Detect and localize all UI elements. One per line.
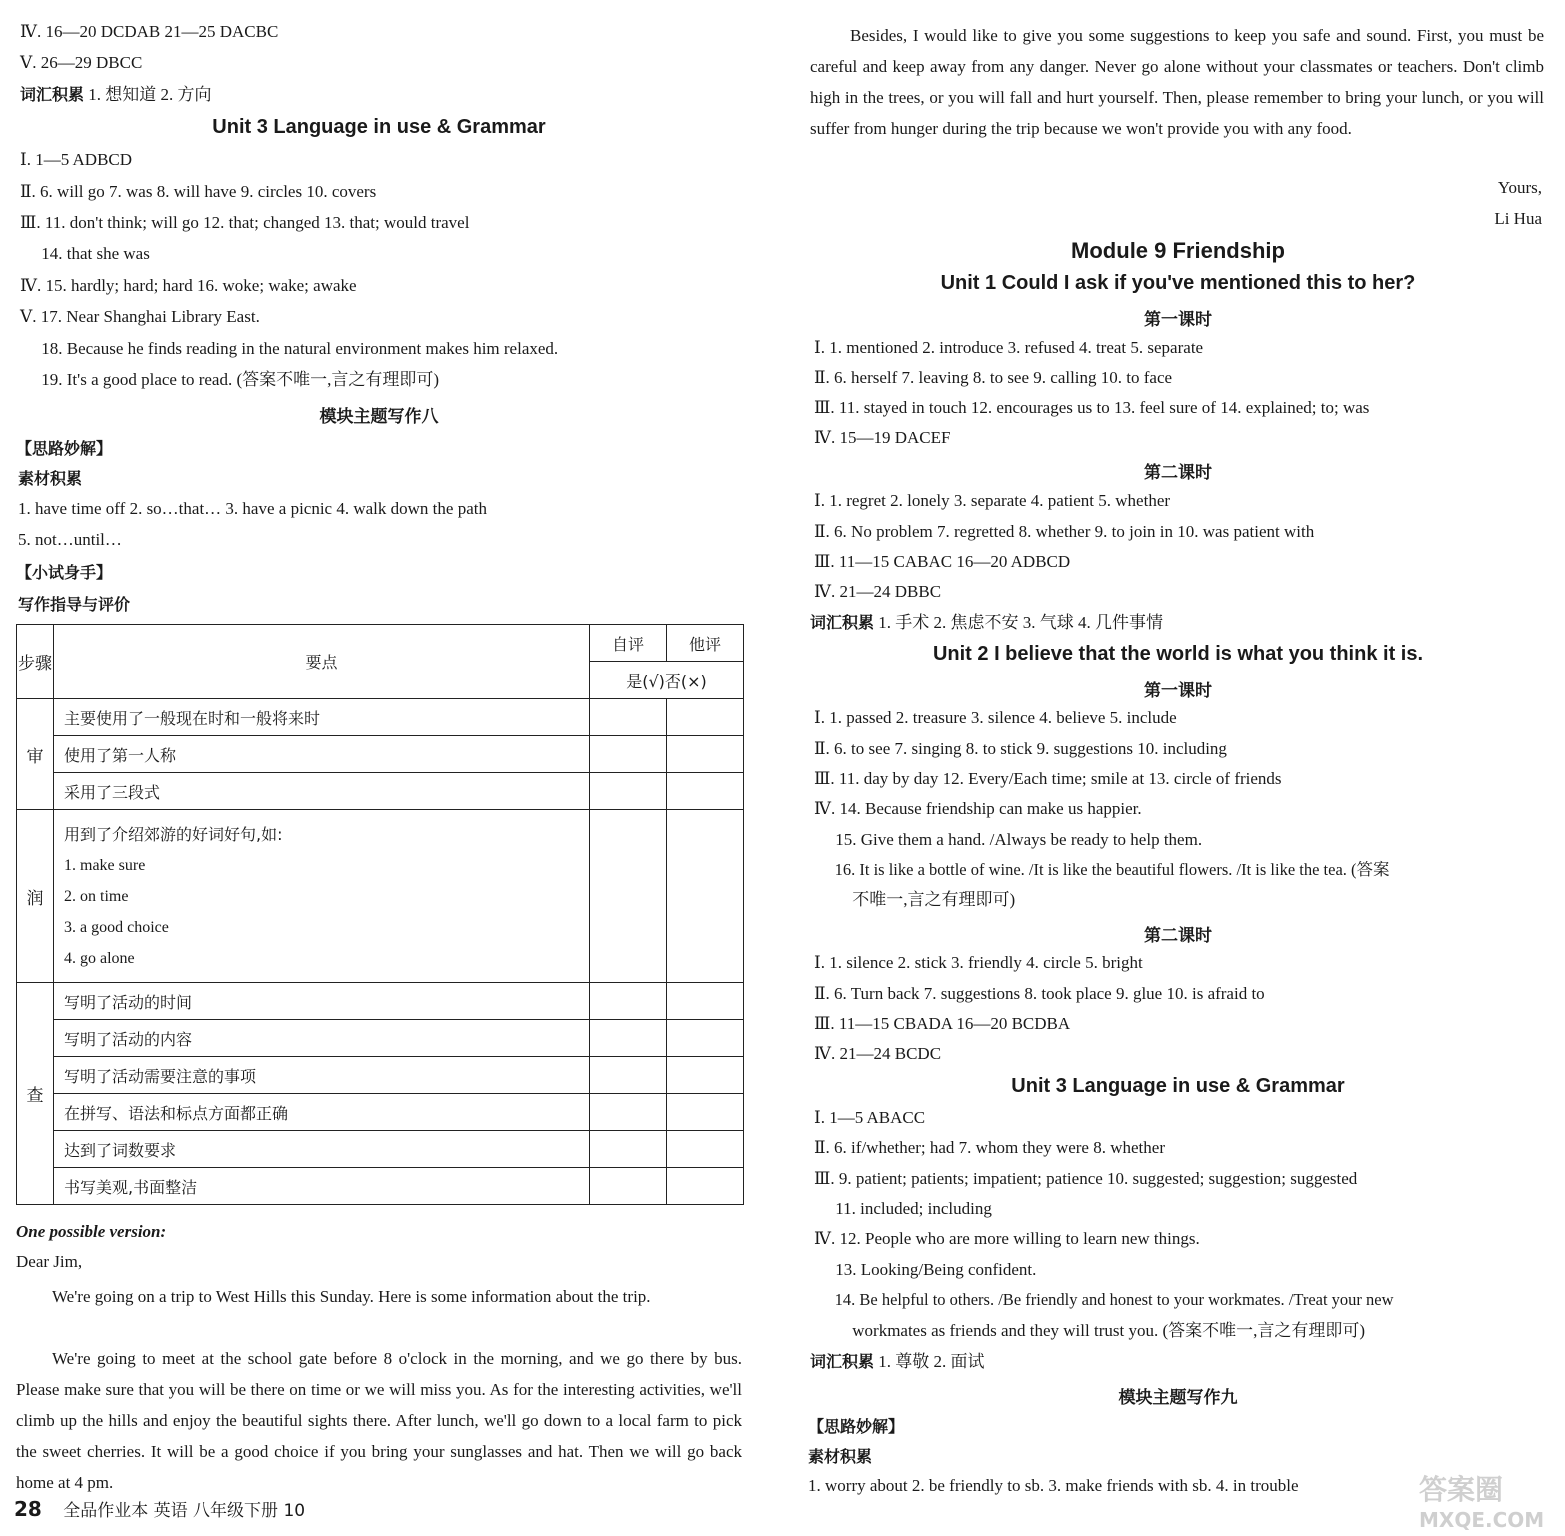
lesson-title: 第一课时 [1144, 681, 1212, 701]
lesson-title: 第二课时 [1144, 463, 1212, 483]
material-line: 5. not…until… [18, 530, 122, 549]
vocab-tag: 词汇积累 [810, 1352, 875, 1371]
table-header-row [17, 625, 744, 662]
answer-line: Ⅲ. 11. stayed in touch 12. encourages us to 13. feel sure of 14. explained; to; was [814, 398, 1370, 417]
answer-line: Ⅲ. 9. patient; patients; impatient; patience 10. suggested; suggestion; suggested [814, 1169, 1358, 1188]
point-item: 4. go alone [64, 949, 135, 967]
self-cell [590, 1168, 667, 1205]
answer-line: Ⅱ. 6. No problem 7. regretted 8. whether 9. to join in 10. was patient with [814, 522, 1315, 541]
unit-title: Unit 2 I believe that the world is what you think it is. [932, 643, 1424, 665]
answer-line: 18. Because he finds reading in the natural environment makes him relaxed. [20, 339, 559, 358]
table-row [17, 1057, 744, 1094]
answer-line: Ⅳ. 15—19 DACEF [814, 428, 951, 447]
material-line: 1. worry about 2. be friendly to sb. 3. make friends with sb. 4. in trouble [808, 1476, 1299, 1495]
vocab-line [810, 611, 1163, 635]
answer-line: 19. It's a good place to read. (答案不唯一,言之有理即可) [20, 370, 440, 389]
point-item: 3. a good choice [64, 918, 169, 936]
header-peer: 他评 [667, 625, 744, 662]
guide-tag: 写作指导与评价 [18, 595, 131, 614]
answer-line: 14. that she was [20, 244, 150, 263]
table-row [17, 1020, 744, 1057]
watermark-bottom: MXQE.COM [1419, 1508, 1545, 1532]
answer-line: Ⅳ. 16—20 DCDAB 21—25 DACBC [20, 22, 279, 41]
watermark-top: 答案圈 [1419, 1473, 1504, 1506]
unit-title: Unit 3 Language in use & Grammar [212, 116, 546, 138]
salutation: Dear Jim, [16, 1252, 83, 1271]
header-yesno: 是(√)否(×) [590, 662, 744, 699]
self-cell [590, 773, 667, 810]
self-cell [590, 699, 667, 736]
self-cell [590, 810, 667, 983]
table-row [17, 1168, 744, 1205]
answer-line: Ⅳ. 14. Because friendship can make us happier. [814, 799, 1142, 818]
answer-line: Ⅳ. 12. People who are more willing to learn new things. [814, 1229, 1200, 1248]
table-row [17, 736, 744, 773]
point-cell: 在拼写、语法和标点方面都正确 [54, 1094, 590, 1131]
header-points: 要点 [54, 625, 590, 699]
material-tag: 素材积累 [808, 1447, 873, 1466]
peer-cell [667, 1168, 744, 1205]
footer-info: 全品作业本 英语 八年级下册 10 [63, 1501, 306, 1521]
table-row [17, 1131, 744, 1168]
lesson-title: 第一课时 [1144, 310, 1212, 330]
answer-line: Ⅳ. 21—24 DBBC [814, 582, 942, 601]
self-cell [590, 1131, 667, 1168]
point-intro: 用到了介绍郊游的好词好句,如: [64, 824, 283, 844]
watermark-logo [1419, 1468, 1549, 1530]
peer-cell [667, 1094, 744, 1131]
answer-line: Ⅰ. 1—5 ABACC [814, 1108, 926, 1127]
answer-line: Ⅲ. 11—15 CBADA 16—20 BCDBA [814, 1014, 1071, 1033]
letter-paragraph: We're going on a trip to West Hills this Sunday. Here is some information about the trip. [52, 1287, 651, 1306]
answer-line: Ⅰ. 1. passed 2. treasure 3. silence 4. believe 5. include [814, 708, 1177, 727]
answer-line: Ⅰ. 1. mentioned 2. introduce 3. refused 4. treat 5. separate [814, 338, 1204, 357]
point-cell: 采用了三段式 [54, 773, 590, 810]
answer-line: Ⅲ. 11. don't think; will go 12. that; changed 13. that; would travel [20, 213, 470, 232]
peer-cell [667, 1020, 744, 1057]
answer-line: 不唯一,言之有理即可) [814, 890, 1016, 909]
vocab-line [810, 1350, 985, 1374]
module-title: Module 9 Friendship [1071, 238, 1285, 263]
table-row [17, 983, 744, 1020]
answer-line: 16. It is like a bottle of wine. /It is like the beautiful flowers. /It is like the tea. (答案 [814, 860, 1390, 879]
self-cell [590, 1094, 667, 1131]
point-cell: 写明了活动需要注意的事项 [54, 1057, 590, 1094]
peer-cell [667, 773, 744, 810]
answer-line: Ⅰ. 1. regret 2. lonely 3. separate 4. patient 5. whether [814, 491, 1171, 510]
version-label: One possible version: [16, 1222, 167, 1241]
letter-closing: Yours, [1497, 178, 1542, 197]
section-title: 模块主题写作八 [319, 407, 439, 427]
step-cell: 审 [17, 699, 54, 810]
answer-line: Ⅲ. 11—15 CABAC 16—20 ADBCD [814, 552, 1071, 571]
letter-paragraph: We're going to meet at the school gate before 8 o'clock in the morning, and we go there by bus. Please make sure that you will be there on time or we will miss you. As for the interesting activities, we'll climb up the hills and enjoy the beautiful sights there. After lunch, we'll go down to a local farm to pick the sweet cherries. It will be a good choice if you bring your sunglasses and hat. Then we will go back home at 4 pm. [16, 1349, 742, 1492]
answer-line: Ⅳ. 15. hardly; hard; hard 16. woke; wake; awake [20, 276, 357, 295]
table-row [17, 773, 744, 810]
answer-line: Ⅰ. 1. silence 2. stick 3. friendly 4. circle 5. bright [814, 953, 1143, 972]
section-title: 模块主题写作九 [1118, 1388, 1238, 1408]
point-cell: 达到了词数要求 [54, 1131, 590, 1168]
header-step: 步骤 [17, 625, 54, 699]
answer-line: Ⅲ. 11. day by day 12. Every/Each time; smile at 13. circle of friends [814, 769, 1282, 788]
vocab-line [20, 83, 212, 107]
vocab-tag: 词汇积累 [20, 85, 85, 104]
peer-cell [667, 1131, 744, 1168]
peer-cell [667, 736, 744, 773]
answer-line: Ⅱ. 6. will go 7. was 8. will have 9. circles 10. covers [20, 182, 377, 201]
point-item: 1. make sure [64, 856, 146, 874]
header-self: 自评 [590, 625, 667, 662]
answer-line: 13. Looking/Being confident. [814, 1260, 1037, 1279]
answer-line: Ⅰ. 1—5 ADBCD [20, 150, 133, 169]
material-tag: 素材积累 [18, 469, 83, 488]
answer-line: Ⅱ. 6. to see 7. singing 8. to stick 9. suggestions 10. including [814, 739, 1227, 758]
peer-cell [667, 810, 744, 983]
answer-line: Ⅱ. 6. herself 7. leaving 8. to see 9. calling 10. to face [814, 368, 1173, 387]
page-number: 28 [14, 1497, 42, 1521]
unit-title: Unit 3 Language in use & Grammar [1011, 1075, 1345, 1097]
self-cell [590, 736, 667, 773]
point-cell [54, 810, 590, 983]
vocab-text: 1. 想知道 2. 方向 [88, 85, 212, 104]
answer-line: Ⅱ. 6. Turn back 7. suggestions 8. took place 9. glue 10. is afraid to [814, 984, 1265, 1003]
lesson-title: 第二课时 [1144, 926, 1212, 946]
table-row [17, 1094, 744, 1131]
try-tag: 【小试身手】 [16, 563, 113, 582]
answer-line: 15. Give them a hand. /Always be ready to help them. [814, 830, 1203, 849]
evaluation-table [16, 624, 744, 1205]
vocab-tag: 词汇积累 [810, 613, 875, 632]
thinking-tag: 【思路妙解】 [16, 439, 113, 458]
point-cell: 主要使用了一般现在时和一般将来时 [54, 699, 590, 736]
answer-line: 11. included; including [814, 1199, 992, 1218]
peer-cell [667, 699, 744, 736]
material-line: 1. have time off 2. so…that… 3. have a picnic 4. walk down the path [18, 499, 487, 518]
point-cell: 写明了活动的时间 [54, 983, 590, 1020]
letter-signature: Li Hua [1494, 209, 1542, 228]
thinking-tag: 【思路妙解】 [808, 1417, 905, 1436]
point-item: 2. on time [64, 887, 129, 905]
vocab-text: 1. 手术 2. 焦虑不安 3. 气球 4. 几件事情 [878, 613, 1164, 632]
letter-paragraph: Besides, I would like to give you some suggestions to keep you safe and sound. First, you must be careful and keep away from any danger. Never go alone without your classmates or teachers. Don't climb high in the trees, or you will fall and hurt yourself. Then, please remember to bring your lunch, or you will suffer from hunger during the trip because we won't provide you with any food. [810, 26, 1544, 138]
self-cell [590, 1020, 667, 1057]
answer-line: workmates as friends and they will trust you. (答案不唯一,言之有理即可) [814, 1321, 1366, 1340]
step-cell: 查 [17, 983, 54, 1205]
peer-cell [667, 983, 744, 1020]
answer-line: 14. Be helpful to others. /Be friendly and honest to your workmates. /Treat your new [814, 1290, 1394, 1309]
page-footer [14, 1496, 305, 1521]
answer-line: Ⅴ. 17. Near Shanghai Library East. [20, 307, 260, 326]
self-cell [590, 983, 667, 1020]
self-cell [590, 1057, 667, 1094]
unit-title: Unit 1 Could I ask if you've mentioned this to her? [940, 272, 1416, 294]
vocab-text: 1. 尊敬 2. 面试 [878, 1352, 985, 1371]
point-cell: 使用了第一人称 [54, 736, 590, 773]
answer-line: Ⅱ. 6. if/whether; had 7. whom they were 8. whether [814, 1138, 1165, 1157]
answer-line: Ⅳ. 21—24 BCDC [814, 1044, 942, 1063]
step-cell: 润 [17, 810, 54, 983]
peer-cell [667, 1057, 744, 1094]
answer-line: Ⅴ. 26—29 DBCC [20, 53, 143, 72]
table-row [17, 810, 744, 983]
point-cell: 写明了活动的内容 [54, 1020, 590, 1057]
point-cell: 书写美观,书面整洁 [54, 1168, 590, 1205]
table-row [17, 699, 744, 736]
